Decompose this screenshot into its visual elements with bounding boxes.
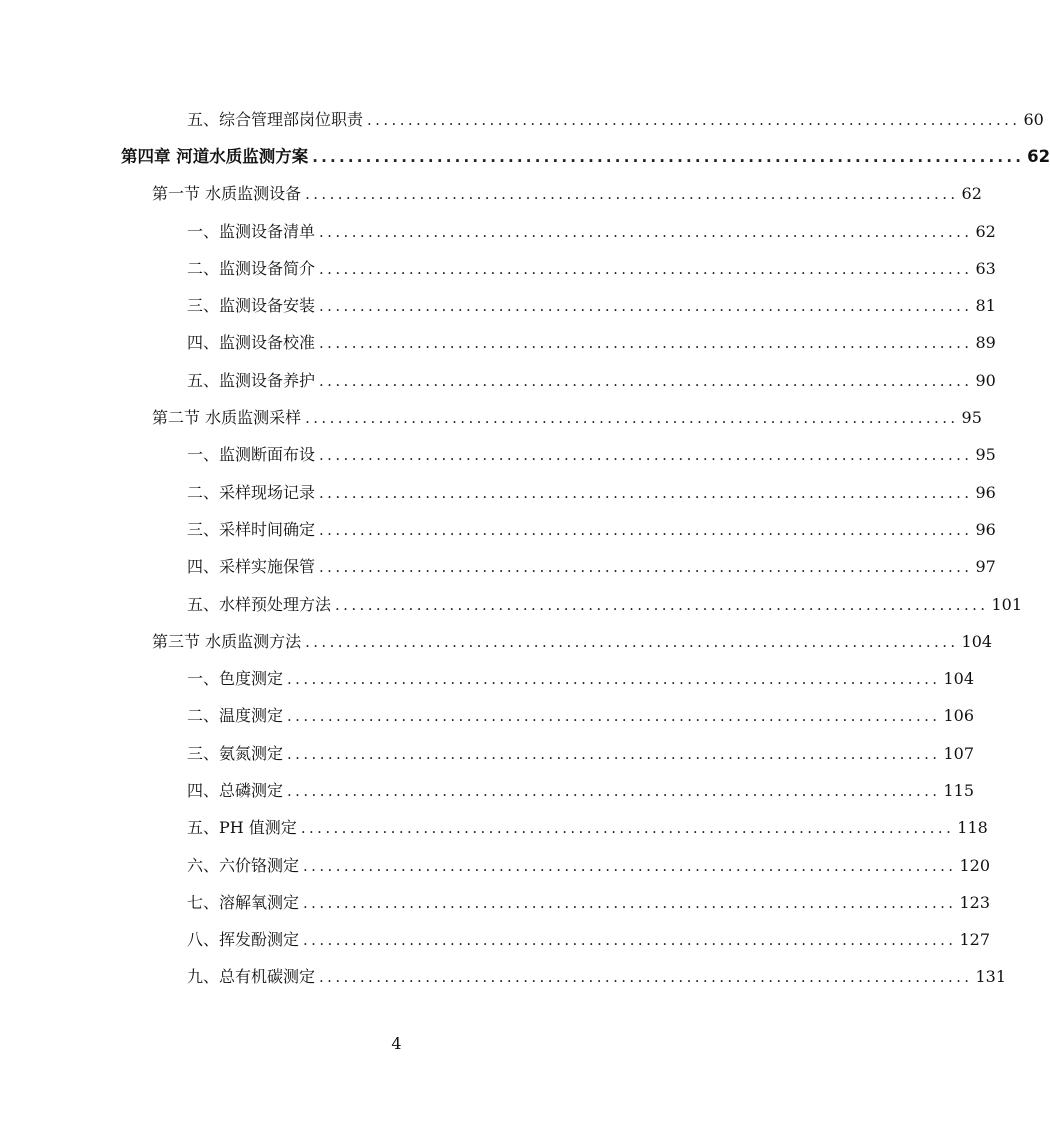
toc-section-page: 95 (961, 408, 982, 428)
toc-section-entry[interactable] (0, 623, 993, 660)
toc-section-page: 62 (961, 184, 982, 204)
toc-entry-title: 二、监测设备简介 (187, 258, 316, 278)
toc-entry[interactable] (0, 101, 1044, 138)
dot-leader: ................................................................................ (303, 856, 957, 875)
toc-entry-page: 127 (959, 930, 991, 950)
toc-entry-title: 七、溶解氧测定 (187, 892, 300, 912)
toc-entry-page: 106 (943, 706, 975, 726)
toc-section-entry[interactable] (0, 399, 982, 436)
toc-entry-page: 95 (975, 445, 996, 465)
toc-entry[interactable] (0, 810, 988, 847)
dot-leader: ................................................................................ (319, 334, 973, 353)
toc-entry-title: 九、总有机碳测定 (187, 967, 316, 987)
toc-entry-page: 96 (975, 519, 996, 539)
toc-entry-title: 三、采样时间确定 (187, 519, 316, 539)
dot-leader: ................................................................................ (367, 110, 1021, 129)
toc-entry[interactable] (0, 549, 996, 586)
toc-entry-title: 一、监测断面布设 (187, 445, 316, 465)
toc-entry-title: 二、采样现场记录 (187, 482, 316, 502)
toc-chapter-page: 62 (1027, 146, 1050, 166)
dot-leader: ................................................................................ (303, 931, 957, 950)
dot-leader: ................................................................................ (335, 595, 989, 614)
toc-entry-page: 123 (959, 892, 991, 912)
toc-entry[interactable] (0, 213, 996, 250)
dot-leader: ................................................................................ (300, 819, 955, 838)
dot-leader: ................................................................................ (287, 670, 941, 689)
toc-entry[interactable] (0, 847, 991, 884)
toc-entry-page: 107 (943, 743, 975, 763)
table-of-contents (0, 101, 1050, 996)
toc-entry-title: 三、监测设备安装 (187, 296, 316, 316)
toc-entry-title: 一、监测设备清单 (187, 221, 316, 241)
dot-leader: ................................................................................ (319, 259, 973, 278)
dot-leader: ................................................................................ (319, 297, 973, 316)
toc-entry[interactable] (0, 772, 975, 809)
toc-entry[interactable] (0, 287, 996, 324)
toc-entry[interactable] (0, 325, 996, 362)
toc-entry-page: 101 (991, 594, 1023, 614)
toc-entry[interactable] (0, 362, 996, 399)
dot-leader: ................................................................................ (287, 707, 941, 726)
toc-entry-title: 四、总磷测定 (187, 780, 284, 800)
toc-entry[interactable] (0, 922, 991, 959)
toc-entry[interactable] (0, 474, 996, 511)
toc-entry[interactable] (0, 250, 996, 287)
toc-section-title: 第一节 水质监测设备 (152, 184, 302, 204)
toc-section-title: 第三节 水质监测方法 (152, 631, 302, 651)
toc-entry[interactable] (0, 511, 996, 548)
toc-entry[interactable] (0, 586, 1023, 623)
dot-leader: ................................................................................ (305, 632, 959, 651)
toc-entry-title: 四、采样实施保管 (187, 557, 316, 577)
dot-leader: ................................................................................ (319, 968, 973, 987)
toc-chapter-title: 第四章 河道水质监测方案 (121, 146, 309, 166)
toc-entry-page: 96 (975, 482, 996, 502)
toc-entry-page: 90 (975, 370, 996, 390)
toc-entry[interactable] (0, 884, 991, 921)
dot-leader: ................................................................................ (319, 222, 973, 241)
toc-entry[interactable] (0, 735, 975, 772)
toc-entry-page: 120 (959, 855, 991, 875)
toc-entry[interactable] (0, 660, 975, 697)
toc-section-entry[interactable] (0, 176, 982, 213)
dot-leader: ................................................................................ (312, 147, 1025, 166)
toc-entry-title: 五、监测设备养护 (187, 370, 316, 390)
toc-entry-title: 四、监测设备校准 (187, 333, 316, 353)
dot-leader: ................................................................................ (305, 185, 959, 204)
toc-entry-page: 60 (1023, 109, 1044, 129)
toc-section-title: 第二节 水质监测采样 (152, 408, 302, 428)
toc-entry-page: 97 (975, 557, 996, 577)
dot-leader: ................................................................................ (319, 483, 973, 502)
toc-entry[interactable] (0, 959, 1007, 996)
dot-leader: ................................................................................ (287, 744, 941, 763)
dot-leader: ................................................................................ (287, 781, 941, 800)
toc-entry-page: 115 (943, 780, 975, 800)
dot-leader: ................................................................................ (303, 893, 957, 912)
dot-leader: ................................................................................ (319, 446, 973, 465)
toc-entry-title: 一、色度测定 (187, 669, 284, 689)
toc-entry[interactable] (0, 698, 975, 735)
dot-leader: ................................................................................ (319, 371, 973, 390)
page-number: 4 (391, 1034, 402, 1053)
toc-entry-page: 81 (975, 296, 996, 316)
toc-entry-page: 131 (975, 967, 1007, 987)
dot-leader: ................................................................................ (305, 409, 959, 428)
toc-entry-page: 62 (975, 221, 996, 241)
toc-entry-page: 89 (975, 333, 996, 353)
toc-entry-title: 三、氨氮测定 (187, 743, 284, 763)
dot-leader: ................................................................................ (319, 558, 973, 577)
toc-entry[interactable] (0, 437, 996, 474)
toc-entry-title: 五、综合管理部岗位职责 (187, 109, 364, 129)
toc-section-page: 104 (961, 631, 993, 651)
toc-entry-title: 六、六价铬测定 (187, 855, 300, 875)
dot-leader: ................................................................................ (319, 520, 973, 539)
toc-entry-title: 二、温度测定 (187, 706, 284, 726)
toc-entry-page: 63 (975, 258, 996, 278)
toc-entry-title: 五、水样预处理方法 (187, 594, 332, 614)
toc-entry-title: 八、挥发酚测定 (187, 930, 300, 950)
toc-entry-title: 五、PH 值测定 (187, 818, 297, 838)
toc-chapter-entry[interactable] (0, 138, 1050, 175)
toc-entry-page: 104 (943, 669, 975, 689)
toc-entry-page: 118 (957, 818, 988, 838)
